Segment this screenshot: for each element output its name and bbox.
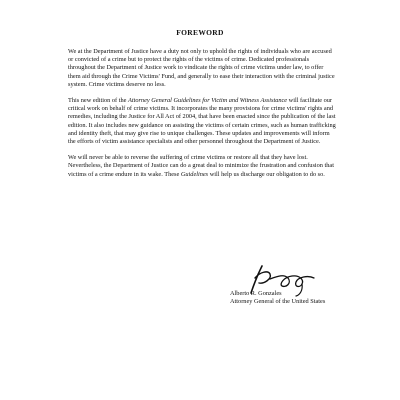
paragraph-3-text-a: We will never be able to reverse the suffering of crime victims or restore all that they have lost. Nevertheless, the Department of Justice can do a great deal to minimize the frustration and confusion that victims of a crime endure in its wake. These <box>68 154 334 178</box>
guidelines-title: Attorney General Guidelines for Victim and Witness Assistance <box>127 97 288 105</box>
paragraph-2 <box>68 97 336 146</box>
signatory-name: Alberto R. Gonzales <box>230 290 282 297</box>
signatory-title: Attorney General of the United States <box>230 298 326 305</box>
paragraph-1 <box>68 48 336 89</box>
guidelines-word: Guidelines <box>180 170 209 178</box>
paragraph-1-text: We at the Department of Justice have a duty not only to uphold the rights of individuals who are accused or convicted of a crime but to protect the rights of the victims of crime. Dedicated professionals throughout the Department of Justice work to vindicate the rights of crime victims under law, to offer them aid through the Crime Victims' Fund, and generally to ease their interaction with the criminal justice system. Crime victims deserve no less. <box>68 48 335 88</box>
page-title: FOREWORD <box>176 28 224 37</box>
foreword-body <box>68 48 336 187</box>
paragraph-3 <box>68 154 336 179</box>
signature-block <box>228 262 378 342</box>
paragraph-3-text-b: will help us discharge our obligation to do so. <box>208 170 325 178</box>
paragraph-2-text-a: This new edition of the <box>68 97 128 105</box>
paragraph-2-text-b: will facilitate our critical work on behalf of crime victims. It incorporates the many provisions for crime victims' rights and remedies, including the Justice for All Act of 2004, that have been enacted since the publication of the last edition. It also includes new guidance on assisting the victims of certain crimes, such as human trafficking and identity theft, that may give rise to unique challenges. These updates and improvements will inform the efforts of victim assistance specialists and other personnel throughout the Department of Justice. <box>68 97 336 146</box>
